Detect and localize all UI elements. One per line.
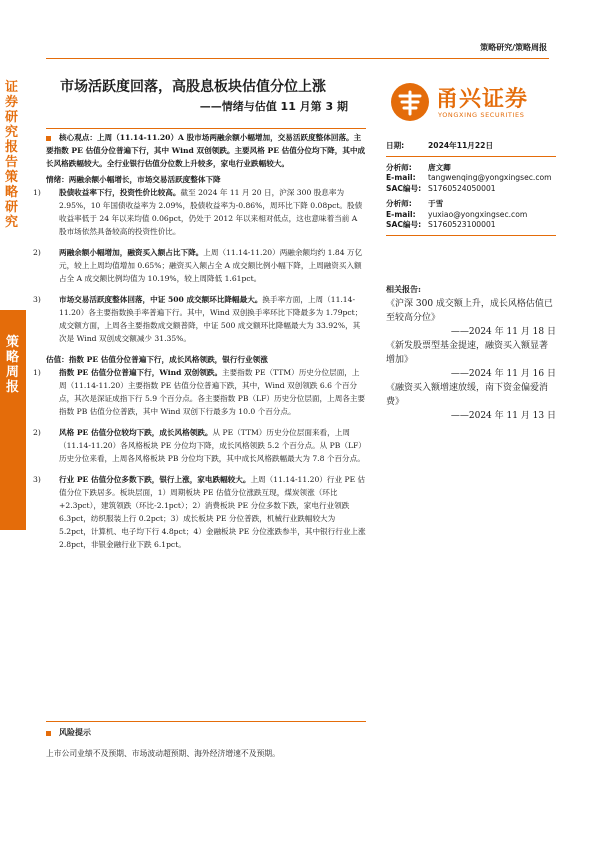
sentiment-heading: 情绪：两融余额小幅增长，市场交易活跃度整体下降 <box>46 175 221 184</box>
analyst-name: 唐文卿 <box>428 162 451 172</box>
related-report-date: ——2024 年 11 月 16 日 <box>450 369 556 379</box>
analyst-email[interactable]: tangwenqing@yongxingsec.com <box>428 173 552 182</box>
company-logo-name: 甬兴证券 <box>436 87 529 112</box>
valuation-item: 3) 行业 PE 估值分位多数下跌，银行上涨，家电跌幅较大。上周（11.14-11.20）行业 PE 估值分位下跌居多。板块层面，1）周期板块 PE 估值分位涨跌互现，煤炭领涨（环比+2.3pct），建筑领跌（环比-2.1pct）；2）消费板块 PE 分位多数下跌，家电行业领跌 6.3pct，纺织服装上行 0.2pct；3）成长板块 PE 分位普跌，机械行业跌幅较大为 5.2pct，计算机、电子均下行 4.8pct；4）金融板块 PE 分位涨跌参半，其中银行行业上涨 2.8pct，非银金融行业下跌 6.1pct。 <box>33 475 366 549</box>
analyst-sac: S1760523100001 <box>428 220 496 229</box>
report-subtitle: ——情绪与估值 11 月第 3 期 <box>199 100 348 113</box>
sentiment-item: 2) 两融余额小幅增加，融资买入额占比下降。上周（11.14-11.20）两融余额均约 1.84 万亿元，较上上周均值增加 0.65%；融资买入额占全 A 成交额比例小幅下降，上周融资买入额占全 A 成交额比例均值为 10.19%，较上周降低 1.61pct。 <box>33 248 363 283</box>
email-label: E-mail: <box>386 209 416 219</box>
date-label: 日期: <box>386 141 405 150</box>
sentiment-item: 3) 市场交易活跃度整体回落，中证 500 成交额环比降幅最大。换手率方面，上周（11.14-11.20）各主要指数换手率普遍下行。其中，Wind 双创换手率环比下降最多为 1.79pct；成交额方面，上周各主要指数成交额普降，中证 500 成交额环比降幅最大为 33.92%，其次是 Wind 双创成交额减少 31.35%。 <box>33 295 363 343</box>
email-label: E-mail: <box>386 173 416 182</box>
sac-label: SAC编号: <box>386 183 422 193</box>
meta-divider <box>386 156 556 157</box>
analyst-email[interactable]: yuxiao@yongxingsec.com <box>428 209 528 219</box>
related-report-date: ——2024 年 11 月 18 日 <box>450 327 556 337</box>
related-report-title[interactable]: 《融资买入额增速放缓，南下资金偏爱消费》 <box>386 383 549 407</box>
sentiment-item: 1) 股债收益率下行，投资性价比较高。截至 2024 年 11 月 20 日，沪深 300 股息率为 2.95%，10 年国债收益率为 2.09%，股债收益率为-0.86%，周环比下降 0.08pct。股债收益率低于 24 年以来均值 0.06pct，仍处于 2012 年以来相对低点，这也意味着当前 A 股市场依然具备较高的投资性价比。 <box>33 188 363 236</box>
report-title: 市场活跃度回落，高股息板块估值分位上涨 <box>60 79 326 95</box>
main-content <box>33 128 366 551</box>
related-report-title[interactable]: 《沪深 300 成交额上升，成长风格估值已至较高分位》 <box>386 299 553 323</box>
date-value: 2024年11月22日 <box>428 141 494 150</box>
risk-title: 风险提示 <box>46 727 91 738</box>
risk-divider <box>46 721 366 722</box>
header-category: 策略研究/策略周报 <box>480 43 547 52</box>
content-top-divider <box>46 128 366 129</box>
meta-divider <box>386 235 556 236</box>
related-reports <box>386 282 556 423</box>
sac-label: SAC编号: <box>386 220 422 229</box>
core-summary: 核心观点：上周（11.14-11.20）A 股市场两融余额小幅增加，交易活跃度整体回落。主要指数 PE 估值分位普遍下行，其中 Wind 双创领跌。主要风格 PE 估值分位均下降，其中成长风格跌幅较大。全行业银行估值分位数上升较多，家电行业跌幅较大。 <box>46 133 366 168</box>
header-divider <box>46 58 549 59</box>
report-meta <box>386 141 556 242</box>
analyst-sac: S1760524050001 <box>428 183 496 193</box>
analyst-label: 分析师: <box>386 162 412 172</box>
related-reports-title: 相关报告: <box>386 284 421 294</box>
analyst-label: 分析师: <box>386 199 412 208</box>
valuation-item: 2) 风格 PE 估值分位较均下跌，成长风格领跌。从 PE（TTM）历史分位层面来看，上周（11.14-11.20）各风格板块 PE 分位均下降，成长风格领跌 5.2 个百分点。从 PB（LF）历史分位来看，上周各风格板块 PB 分位均下跌，其中成长风格跌幅最大为 7.8 个百分点。 <box>33 428 366 463</box>
related-report-date: ——2024 年 11 月 13 日 <box>450 411 556 421</box>
bullet-square-icon <box>46 136 51 141</box>
sidebar-report-type: 证券研究报告 策略研究 <box>5 80 19 230</box>
valuation-heading: 估值：指数 PE 估值分位普遍下行，成长风格领跌，银行行业领涨 <box>46 355 268 364</box>
valuation-item: 1) 指数 PE 估值分位普遍下行，Wind 双创领跌。主要指数 PE（TTM）历史分位层面，上周（11.14-11.20）主要指数 PE 估值分位普遍下跌，其中，Wind 双创领跌 6.6 个百分点，其次是深证成指下行 5.9 个百分点。各主要指数 PB（LF）历史分位层面，上周各主要指数 PB 估值分位普跌，其中 Wind 双创下行最多为 10.0 个百分点。 <box>33 368 366 416</box>
sidebar-bar-label: 策略周报 <box>6 335 20 395</box>
company-logo-english: YONGXING SECURITIES <box>438 111 525 119</box>
bullet-square-icon <box>46 731 51 736</box>
risk-text: 上市公司业绩不及预期、市场波动超预期、海外经济增速不及预期。 <box>46 749 280 758</box>
analyst-name: 于雪 <box>428 199 444 208</box>
related-report-title[interactable]: 《新发股票型基金提速，融资买入额显著增加》 <box>386 341 549 365</box>
